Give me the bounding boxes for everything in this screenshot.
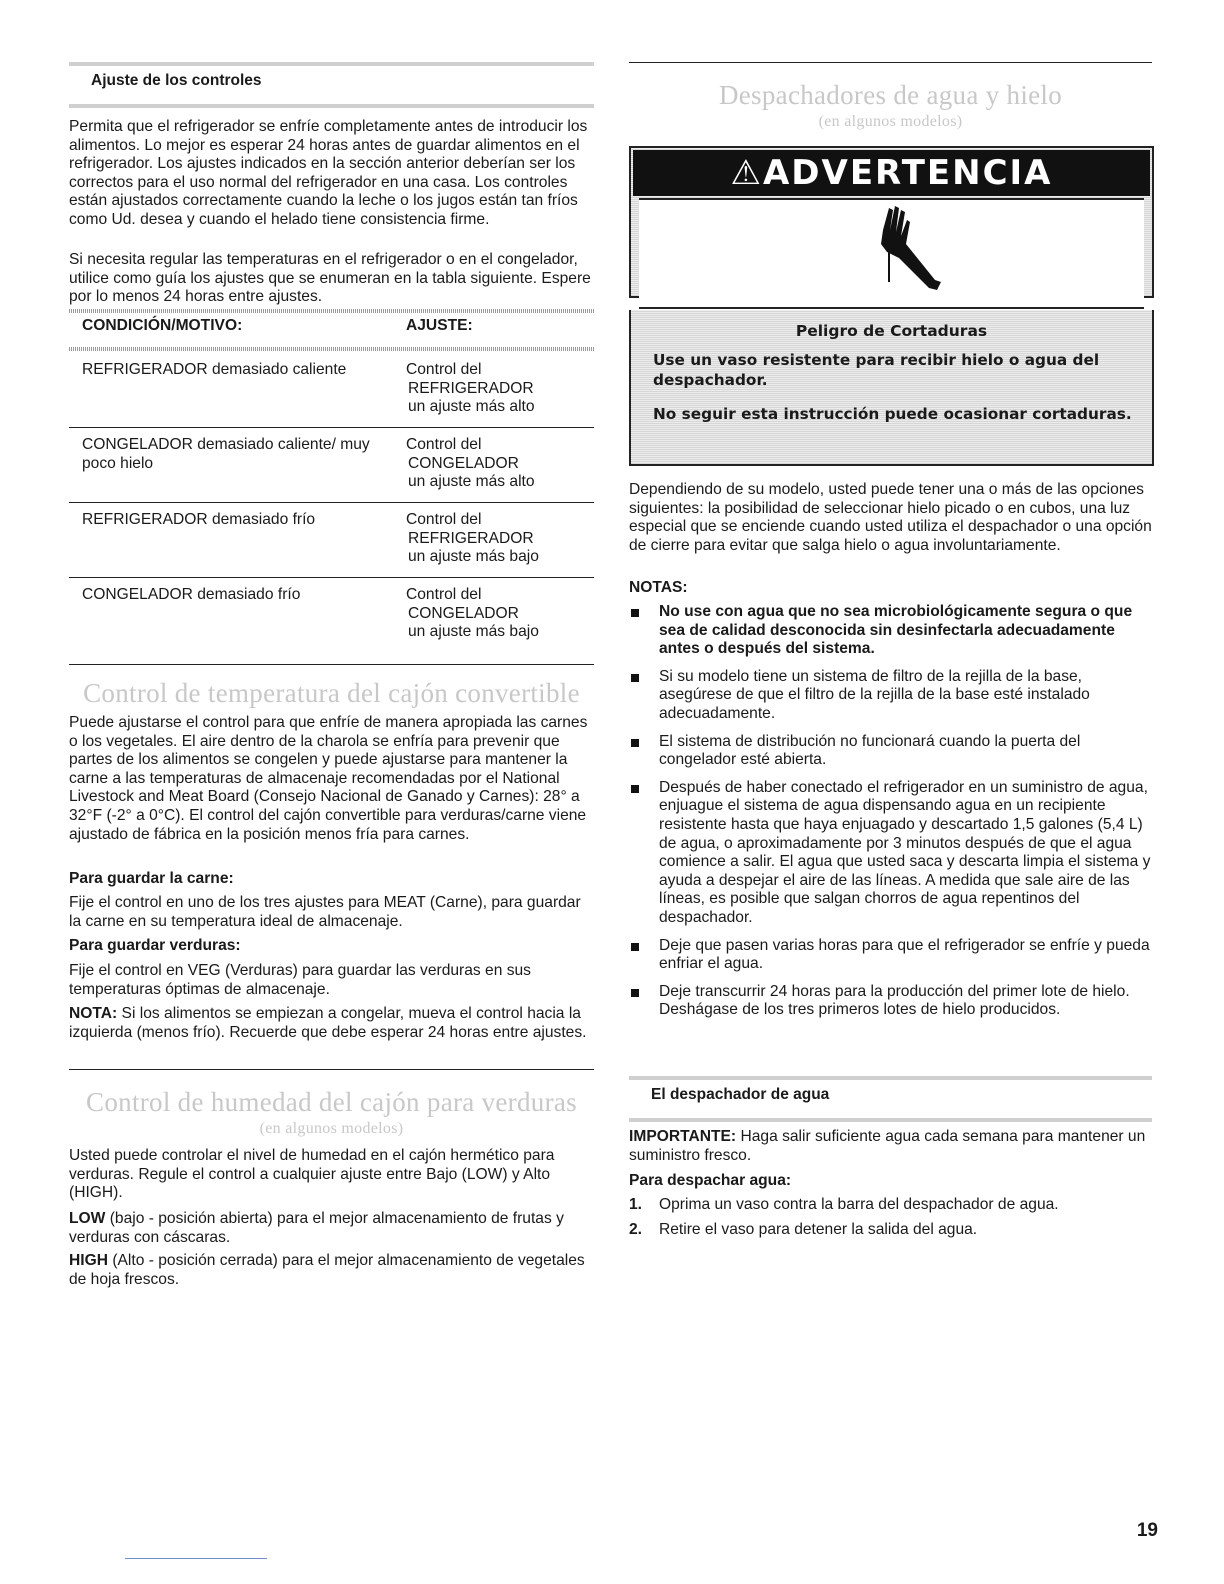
list-item xyxy=(629,603,1152,659)
table-cell-ajuste-line: REFRIGERADOR xyxy=(408,379,534,397)
list-item xyxy=(629,733,1152,770)
table-cell-ajuste-line: CONGELADOR xyxy=(408,604,519,622)
warning-pictogram-area xyxy=(639,198,1144,309)
carne-label: Para guardar la carne: xyxy=(69,870,234,887)
step-number: 1. xyxy=(629,1196,643,1213)
table-cell-condition: REFRIGERADOR demasiado caliente xyxy=(82,361,347,378)
list-item-text: Si su modelo tiene un sistema de filtro de la rejilla de la base, asegúrese de que el filtro de la rejilla de la base esté instalado adecuadamente. xyxy=(659,667,1090,722)
verduras-text: Fije el control en VEG (Verduras) para guardar las verduras en sus temperaturas óptimas de almacenaje. xyxy=(69,962,531,998)
nota-label: NOTA: xyxy=(69,1005,118,1022)
list-item-text: Después de haber conectado el refrigerador en un suministro de agua, enjuague el sistema de agua dispensando agua en un recipiente resistente hasta que haya enjuagado y descartado 1,5 galones (5,4 L) de agua, o aproximadamente por 3 minutos después de que el agua comience a salir. El agua que usted saca y descarta limpia el sistema y ayuda a despejar el aire de las líneas. A medida que sale aire de las líneas, es posible que salgan chorros de agua repentinos del despachador. xyxy=(659,778,1151,926)
high-paragraph xyxy=(69,1252,594,1289)
footer-rule xyxy=(125,1558,267,1559)
list-item-text: Deje transcurrir 24 horas para la producción del primer lote de hielo. Deshágase de los tres primeros lotes de hielo producidos. xyxy=(659,982,1130,1019)
page-number: 19 xyxy=(1136,1520,1158,1541)
despachadores-title: Despachadores de agua y hielo xyxy=(718,80,1063,110)
table-header-ajuste: AJUSTE: xyxy=(406,317,473,334)
steps-list xyxy=(629,1196,1152,1239)
ajuste-header-bar xyxy=(69,62,594,108)
list-item xyxy=(629,1196,1152,1215)
table-cell-ajuste-line: CONGELADOR xyxy=(408,454,519,472)
humedad-title: Control de humedad del cajón para verduras xyxy=(86,1087,577,1117)
list-item-text: No use con agua que no sea microbiológicamente segura o que sea de calidad desconocida sin desinfectarla adecuadamente antes o después del sistema. xyxy=(659,603,1133,658)
convertible-title: Control de temperatura del cajón convertible xyxy=(83,678,580,708)
despachadores-subtitle: (en algunos modelos) xyxy=(818,113,963,130)
low-text: (bajo - posición abierta) para el mejor almacenamiento de frutas y verduras con cáscaras. xyxy=(69,1210,564,1246)
importante-paragraph xyxy=(629,1128,1152,1165)
warning-banner-text: ADVERTENCIA xyxy=(762,153,1053,193)
table-cell-ajuste-line: un ajuste más alto xyxy=(408,473,535,491)
ajuste-paragraph-2: Si necesita regular las temperaturas en el refrigerador o en el congelador, utilice como guía los ajustes que se enumeran en la tabla siguiente. Espere por lo menos 24 horas entre ajustes. xyxy=(69,251,591,306)
list-item-text: Deje que pasen varias horas para que el refrigerador se enfríe y pueda enfriar el agua. xyxy=(659,936,1150,973)
bullet-square-icon xyxy=(631,943,639,951)
list-item xyxy=(629,937,1152,974)
low-label: LOW xyxy=(69,1210,106,1227)
warning-triangle-icon: ⚠ xyxy=(730,153,763,193)
convertible-paragraph: Puede ajustarse el control para que enfríe de manera apropiada las carnes o los vegetales. El aire dentro de la charola se enfría para prevenir que partes de los alimentos se congelen y puede ajustarse para mantener la carne a las temperaturas de almacenaje recomendadas por el National Livestock and Meat Board (Consejo Nacional de Ganado y Carnes): 28° a 32°F (-2° a 0°C). El control del cajón convertible para verduras/carne viene ajustado de fábrica en la posición menos fría para carnes. xyxy=(69,714,588,843)
table-cell-ajuste-line: Control del xyxy=(406,436,482,453)
humedad-paragraph: Usted puede controlar el nivel de humedad en el cajón hermético para verduras. Regule el control a cualquier ajuste entre Bajo (LOW) y Alto (HIGH). xyxy=(69,1147,555,1202)
warning-box xyxy=(629,146,1154,298)
list-item xyxy=(629,779,1152,928)
table-cell-ajuste-line: un ajuste más bajo xyxy=(408,548,539,566)
step-text: Oprima un vaso contra la barra del despachador de agua. xyxy=(659,1196,1059,1213)
bullet-square-icon xyxy=(631,674,639,682)
section-divider xyxy=(629,62,1152,63)
table-cell-condition: REFRIGERADOR demasiado frío xyxy=(82,511,316,528)
section-divider xyxy=(69,1069,594,1070)
step-number: 2. xyxy=(629,1220,643,1238)
nota-text: Si los alimentos se empiezan a congelar, mueva el control hacia la izquierda (menos frío). Recuerde que debe esperar 24 horas entre ajustes. xyxy=(69,1005,587,1041)
table-cell-ajuste-line: Control del xyxy=(406,511,482,528)
notas-list xyxy=(629,603,1152,1029)
humedad-subtitle: (en algunos modelos) xyxy=(259,1120,404,1137)
table-cell-ajuste-line: REFRIGERADOR xyxy=(408,529,534,547)
list-item xyxy=(629,983,1152,1020)
importante-text: Haga salir suficiente agua cada semana para mantener un suministro fresco. xyxy=(629,1128,1146,1164)
table-cell-ajuste-line: Control del xyxy=(406,361,482,378)
list-item xyxy=(629,1221,1152,1240)
table-cell-condition: CONGELADOR demasiado frío xyxy=(82,586,301,603)
table-cell-ajuste-line: un ajuste más bajo xyxy=(408,623,539,641)
step-text: Retire el vaso para detener la salida del agua. xyxy=(659,1220,978,1238)
cut-hand-icon xyxy=(639,200,1144,303)
nota-paragraph xyxy=(69,1005,594,1042)
bullet-square-icon xyxy=(631,989,639,997)
high-label: HIGH xyxy=(69,1252,108,1269)
high-text: (Alto - posición cerrada) para el mejor almacenamiento de vegetales de hoja frescos. xyxy=(69,1252,585,1288)
importante-label: IMPORTANTE: xyxy=(629,1128,737,1145)
list-item xyxy=(629,668,1152,724)
carne-text: Fije el control en uno de los tres ajustes para MEAT (Carne), para guardar la carne en su temperatura ideal de almacenaje. xyxy=(69,894,581,930)
warning-line-2: No seguir esta instrucción puede ocasionar cortaduras. xyxy=(653,405,1132,423)
section-divider xyxy=(69,664,594,665)
warning-line-1: Use un vaso resistente para recibir hielo o agua del despachador. xyxy=(653,351,1100,389)
verduras-label: Para guardar verduras: xyxy=(69,937,241,954)
despachar-label: Para despachar agua: xyxy=(629,1172,792,1189)
table-cell-ajuste-line: un ajuste más alto xyxy=(408,398,535,416)
bullet-square-icon xyxy=(631,739,639,747)
table-header-rule xyxy=(69,347,594,351)
table-cell-condition: CONGELADOR demasiado caliente/ muy poco hielo xyxy=(82,436,370,472)
bullet-square-icon xyxy=(631,785,639,793)
agua-header: El despachador de agua xyxy=(651,1086,830,1103)
low-paragraph xyxy=(69,1210,594,1247)
table-row-divider xyxy=(69,577,594,578)
bullet-square-icon xyxy=(631,609,639,617)
agua-header-bar xyxy=(629,1076,1152,1122)
ajuste-header: Ajuste de los controles xyxy=(91,72,262,89)
notas-label: NOTAS: xyxy=(629,579,688,596)
table-cell-ajuste-line: Control del xyxy=(406,586,482,603)
table-header-condition: CONDICIÓN/MOTIVO: xyxy=(82,317,243,334)
table-top-rule xyxy=(69,309,594,313)
ajuste-paragraph-1: Permita que el refrigerador se enfríe completamente antes de introducir los alimentos. Lo mejor es esperar 24 horas antes de guardar alimentos en el refrigerador. Los ajustes indicados en la sección anterior deberían ser los correctos para el uso normal del refrigerador en una casa. Los controles están ajustados correctamente cuando la leche o los jugos están tan fríos como Ud. desea y cuando el helado tiene consistencia firme. xyxy=(69,118,588,228)
dispenser-intro: Dependiendo de su modelo, usted puede tener una o más de las opciones siguientes: la posibilidad de seleccionar hielo picado o en cubos, una luz especial que se enciende cuando usted utiliza el despachador o una opción de cierre para evitar que salga hielo o agua involuntariamente. xyxy=(629,481,1152,554)
warning-banner xyxy=(633,150,1150,196)
list-item-text: El sistema de distribución no funcionará cuando la puerta del congelador esté abierta. xyxy=(659,732,1081,769)
table-row-divider xyxy=(69,427,594,428)
warning-hazard: Peligro de Cortaduras xyxy=(795,322,988,340)
warning-message-box xyxy=(629,310,1154,466)
table-row-divider xyxy=(69,502,594,503)
